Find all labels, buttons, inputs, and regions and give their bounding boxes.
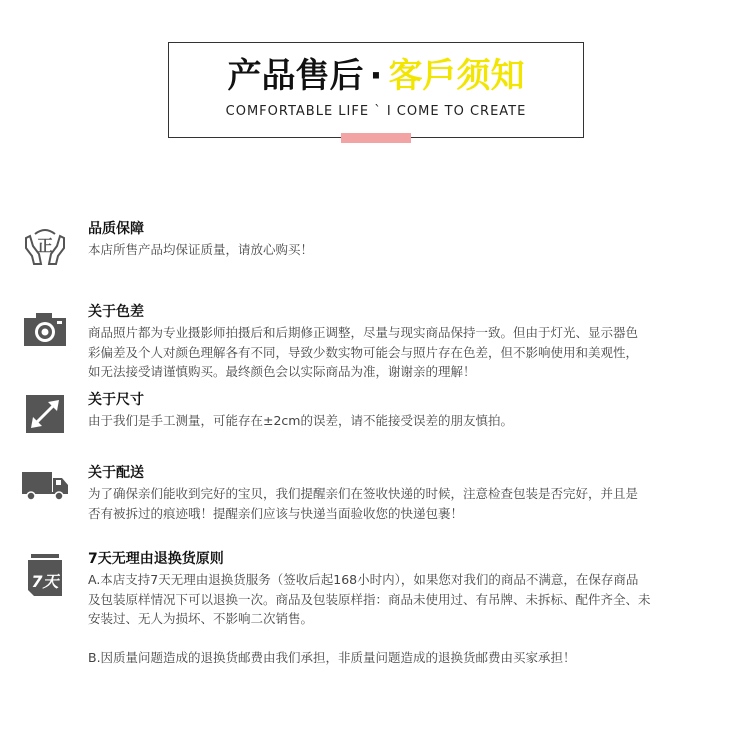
- section-body: [88, 570, 732, 667]
- accent-bar: [341, 133, 411, 143]
- page-title: [169, 54, 583, 98]
- section-title: 品质保障: [88, 221, 144, 237]
- truck-icon: [22, 468, 68, 514]
- body-line: 如无法接受请谨慎购买。最终颜色会以实际商品为准，谢谢亲的理解！: [88, 364, 476, 379]
- section-body: [88, 240, 732, 260]
- body-line: B.因质量问题造成的退换货邮费由我们承担，非质量问题造成的退换货邮费由买家承担！: [88, 649, 576, 665]
- body-line: A.本店支持7天无理由退换货服务（签收后起168小时内），如果您对我们的商品不满意，在保存商品: [88, 572, 639, 587]
- body-line: 彩偏差及个人对颜色理解各有不同，导致少数实物可能会与照片存在色差，但不影响使用和美观性，: [88, 344, 639, 360]
- resize-arrow-icon: [22, 395, 68, 441]
- body-line: 本店所售产品均保证质量，请放心购买！: [88, 242, 314, 257]
- section-title: 7天无理由退换货原则: [88, 551, 224, 567]
- return-icon-text: 7天: [31, 572, 59, 591]
- title-accent: 客戶须知: [388, 56, 525, 96]
- body-line: 由于我们是手工测量，可能存在±2cm的误差，请不能接受误差的朋友慎拍。: [88, 413, 513, 428]
- body-line: 安装过、无人为损坏、不影响二次销售。: [88, 611, 314, 626]
- quality-icon-text: 正: [36, 236, 54, 255]
- title-dot: ·: [369, 56, 383, 96]
- seven-day-return-icon: [22, 554, 68, 600]
- quality-hands-icon: [22, 224, 68, 270]
- body-line: 为了确保亲们能收到完好的宝贝，我们提醒亲们在签收快递的时候，注意检查包装是否完好，并且是: [88, 486, 639, 501]
- section-body: [88, 411, 732, 431]
- section-body: [88, 484, 732, 523]
- body-line: 否有被拆过的痕迹哦！提醒亲们应该与快递当面验收您的快递包裹！: [88, 505, 464, 521]
- section-title: 关于尺寸: [88, 392, 144, 408]
- camera-icon: [22, 307, 68, 353]
- subtitle: COMFORTABLE LIFE ` I COME TO CREATE: [225, 104, 527, 119]
- body-line: 商品照片都为专业摄影师拍摄后和后期修正调整，尽量与现实商品保持一致。但由于灯光、显示器色: [88, 325, 639, 340]
- section-body: [88, 323, 732, 382]
- body-line: 及包装原样情况下可以退换一次。商品及包装原样指：商品未使用过、有吊牌、未拆标、配件齐全、未: [88, 591, 651, 607]
- title-main: 产品售后: [227, 56, 364, 96]
- section-title: 关于配送: [88, 465, 144, 481]
- section-title: 关于色差: [88, 304, 144, 320]
- header-box: [168, 42, 584, 138]
